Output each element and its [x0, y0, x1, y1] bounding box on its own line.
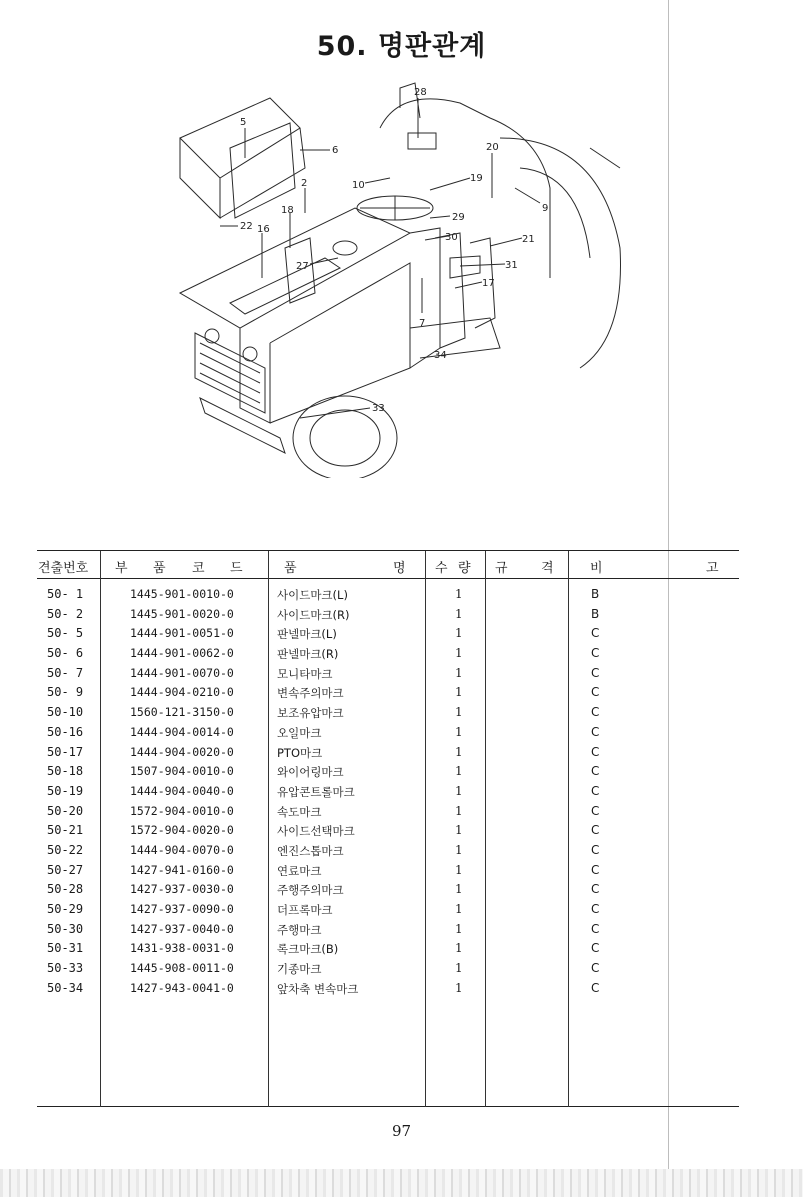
cell-name: 주행주의마크 [277, 883, 344, 898]
table-header-rule [37, 578, 739, 579]
cell-no: 50-10 [47, 705, 84, 720]
cell-name: 판넬마크(L) [277, 627, 337, 642]
cell-rmk: C [591, 882, 600, 897]
tractor-exploded-diagram [160, 78, 630, 478]
cell-qty: 1 [455, 823, 463, 838]
cell-rmk: C [591, 823, 600, 838]
cell-name: 유압콘트롤마크 [277, 784, 355, 799]
header-name-1: 품 [284, 561, 297, 576]
table-row [37, 666, 739, 686]
header-spec-1: 규 [495, 561, 508, 576]
cell-no: 50- 7 [47, 665, 84, 680]
header-code-4: 드 [230, 561, 243, 576]
cell-no: 50-22 [47, 842, 84, 857]
header-no: 견출번호 [38, 561, 89, 576]
callout-6: 6 [332, 145, 339, 156]
callout-30: 30 [445, 232, 458, 243]
table-row [37, 981, 739, 1001]
cell-rmk: C [591, 803, 600, 818]
callout-34: 34 [434, 350, 447, 361]
cell-name: 록크마크(B) [277, 942, 339, 957]
cell-no: 50-21 [47, 823, 84, 838]
header-spec-2: 격 [541, 561, 554, 576]
cell-qty: 1 [455, 665, 463, 680]
cell-no: 50-27 [47, 862, 84, 877]
cell-code: 1444-904-0040-0 [130, 783, 234, 798]
cell-code: 1572-904-0020-0 [130, 823, 234, 838]
cell-name: 보조유압마크 [277, 706, 344, 721]
cell-code: 1431-938-0031-0 [130, 941, 234, 956]
parts-table-body [37, 587, 739, 1000]
cell-qty: 1 [455, 626, 463, 641]
callout-20: 20 [486, 142, 499, 153]
cell-no: 50- 2 [47, 606, 84, 621]
cell-code: 1445-908-0011-0 [130, 961, 234, 976]
cell-no: 50-20 [47, 803, 84, 818]
cell-no: 50-18 [47, 764, 84, 779]
cell-code: 1444-904-0020-0 [130, 744, 234, 759]
cell-qty: 1 [455, 685, 463, 700]
cell-name: 속도마크 [277, 804, 322, 819]
cell-rmk: C [591, 921, 600, 936]
cell-qty: 1 [455, 764, 463, 779]
cell-name: 엔진스톱마크 [277, 843, 344, 858]
cell-qty: 1 [455, 842, 463, 857]
cell-qty: 1 [455, 882, 463, 897]
callout-10: 10 [352, 180, 365, 191]
fender-panel-shape [180, 98, 300, 178]
cell-rmk: C [591, 961, 600, 976]
table-row [37, 685, 739, 705]
cell-code: 1427-937-0040-0 [130, 921, 234, 936]
cell-rmk: C [591, 724, 600, 739]
cell-no: 50-33 [47, 961, 84, 976]
cell-qty: 1 [455, 646, 463, 661]
cell-code: 1427-941-0160-0 [130, 862, 234, 877]
cell-qty: 1 [455, 744, 463, 759]
header-remark-2: 고 [706, 561, 719, 576]
cell-qty: 1 [455, 606, 463, 621]
table-top-rule [37, 550, 739, 551]
page-number: 97 [391, 1122, 412, 1140]
cell-qty: 1 [455, 705, 463, 720]
cell-no: 50-31 [47, 941, 84, 956]
cell-code: 1444-901-0062-0 [130, 646, 234, 661]
cell-qty: 1 [455, 980, 463, 995]
cell-no: 50- 6 [47, 646, 84, 661]
callout-18: 18 [281, 205, 294, 216]
table-row [37, 941, 739, 961]
table-row [37, 843, 739, 863]
cell-rmk: C [591, 783, 600, 798]
cell-no: 50-19 [47, 783, 84, 798]
cell-rmk: C [591, 705, 600, 720]
table-row [37, 804, 739, 824]
cell-code: 1427-937-0090-0 [130, 902, 234, 916]
table-row [37, 626, 739, 646]
cell-code: 1507-904-0010-0 [130, 764, 234, 779]
cell-no: 50- 9 [47, 685, 84, 700]
table-row [37, 882, 739, 902]
cell-name: 기종마크 [277, 962, 322, 977]
header-remark-1: 비 [590, 561, 603, 576]
cell-rmk: C [591, 980, 600, 995]
table-row [37, 607, 739, 627]
cell-name: 사이드마크(R) [277, 607, 350, 622]
cell-qty: 1 [455, 902, 463, 916]
callout-7: 7 [419, 318, 426, 329]
cell-code: 1444-901-0070-0 [130, 665, 234, 680]
callout-21: 21 [522, 234, 535, 245]
cell-rmk: C [591, 902, 600, 916]
table-row [37, 587, 739, 607]
cell-no: 50-17 [47, 744, 84, 759]
cell-code: 1427-937-0030-0 [130, 882, 234, 897]
cell-code: 1445-901-0010-0 [130, 587, 234, 601]
cell-code: 1444-904-0210-0 [130, 685, 234, 700]
header-code-2: 품 [153, 561, 166, 576]
table-row [37, 902, 739, 922]
cell-no: 50-34 [47, 980, 84, 995]
callout-5: 5 [240, 117, 247, 128]
cell-code: 1427-943-0041-0 [130, 980, 234, 995]
callout-2: 2 [301, 178, 308, 189]
cell-rmk: C [591, 744, 600, 759]
cell-no: 50-28 [47, 882, 84, 897]
cell-rmk: C [591, 685, 600, 700]
cell-rmk: B [591, 606, 600, 621]
cell-qty: 1 [455, 587, 463, 601]
callout-16: 16 [257, 224, 270, 235]
table-row [37, 784, 739, 804]
table-row [37, 725, 739, 745]
cell-qty: 1 [455, 862, 463, 877]
cell-name: PTO마크 [277, 745, 323, 760]
scan-edge-strip [0, 1169, 803, 1197]
cell-code: 1560-121-3150-0 [130, 705, 234, 720]
cell-qty: 1 [455, 921, 463, 936]
cell-name: 와이어링마크 [277, 765, 344, 780]
cell-name: 연료마크 [277, 863, 322, 878]
table-bottom-rule [37, 1106, 739, 1107]
callout-9: 9 [542, 203, 549, 214]
cell-code: 1572-904-0010-0 [130, 803, 234, 818]
header-qty-2: 량 [458, 561, 471, 576]
cell-name: 오일마크 [277, 725, 322, 740]
callout-33: 33 [372, 403, 385, 414]
cell-rmk: C [591, 646, 600, 661]
callout-19: 19 [470, 173, 483, 184]
table-row [37, 705, 739, 725]
header-code-1: 부 [115, 561, 128, 576]
callout-28: 28 [414, 87, 427, 98]
cell-rmk: C [591, 862, 600, 877]
cell-code: 1444-904-0014-0 [130, 724, 234, 739]
cell-name: 사이드마크(L) [277, 588, 348, 602]
cell-qty: 1 [455, 941, 463, 956]
cell-qty: 1 [455, 803, 463, 818]
cell-rmk: C [591, 764, 600, 779]
callout-17: 17 [482, 278, 495, 289]
cell-no: 50-16 [47, 724, 84, 739]
callout-31: 31 [505, 260, 518, 271]
cell-rmk: B [591, 587, 600, 601]
cell-qty: 1 [455, 961, 463, 976]
cell-no: 50-29 [47, 902, 84, 916]
cell-name: 판넬마크(R) [277, 647, 339, 662]
cell-no: 50- 5 [47, 626, 84, 641]
cell-code: 1445-901-0020-0 [130, 606, 234, 621]
cell-name: 변속주의마크 [277, 686, 344, 701]
callout-27: 27 [296, 261, 309, 272]
cell-name: 주행마크 [277, 922, 322, 937]
cell-name: 더프록마크 [277, 903, 333, 917]
cell-no: 50- 1 [47, 587, 84, 601]
table-row [37, 646, 739, 666]
cell-rmk: C [591, 842, 600, 857]
cell-name: 사이드선택마크 [277, 824, 355, 839]
table-row [37, 961, 739, 981]
cell-qty: 1 [455, 783, 463, 798]
table-row [37, 764, 739, 784]
cell-rmk: C [591, 665, 600, 680]
cell-code: 1444-901-0051-0 [130, 626, 234, 641]
cell-rmk: C [591, 941, 600, 956]
cell-name: 모니타마크 [277, 666, 333, 681]
cell-name: 앞차축 변속마크 [277, 981, 359, 996]
callout-22: 22 [240, 221, 253, 232]
cell-no: 50-30 [47, 921, 84, 936]
cell-qty: 1 [455, 724, 463, 739]
table-row [37, 863, 739, 883]
cell-code: 1444-904-0070-0 [130, 842, 234, 857]
tractor-illustration [160, 78, 630, 478]
table-row [37, 922, 739, 942]
table-row [37, 745, 739, 765]
header-code-3: 코 [192, 561, 205, 576]
table-row [37, 823, 739, 843]
callout-29: 29 [452, 212, 465, 223]
cell-rmk: C [591, 626, 600, 641]
page-title: 50. 명판관계 [316, 31, 487, 62]
header-qty-1: 수 [435, 561, 448, 576]
header-name-2: 명 [393, 561, 406, 576]
